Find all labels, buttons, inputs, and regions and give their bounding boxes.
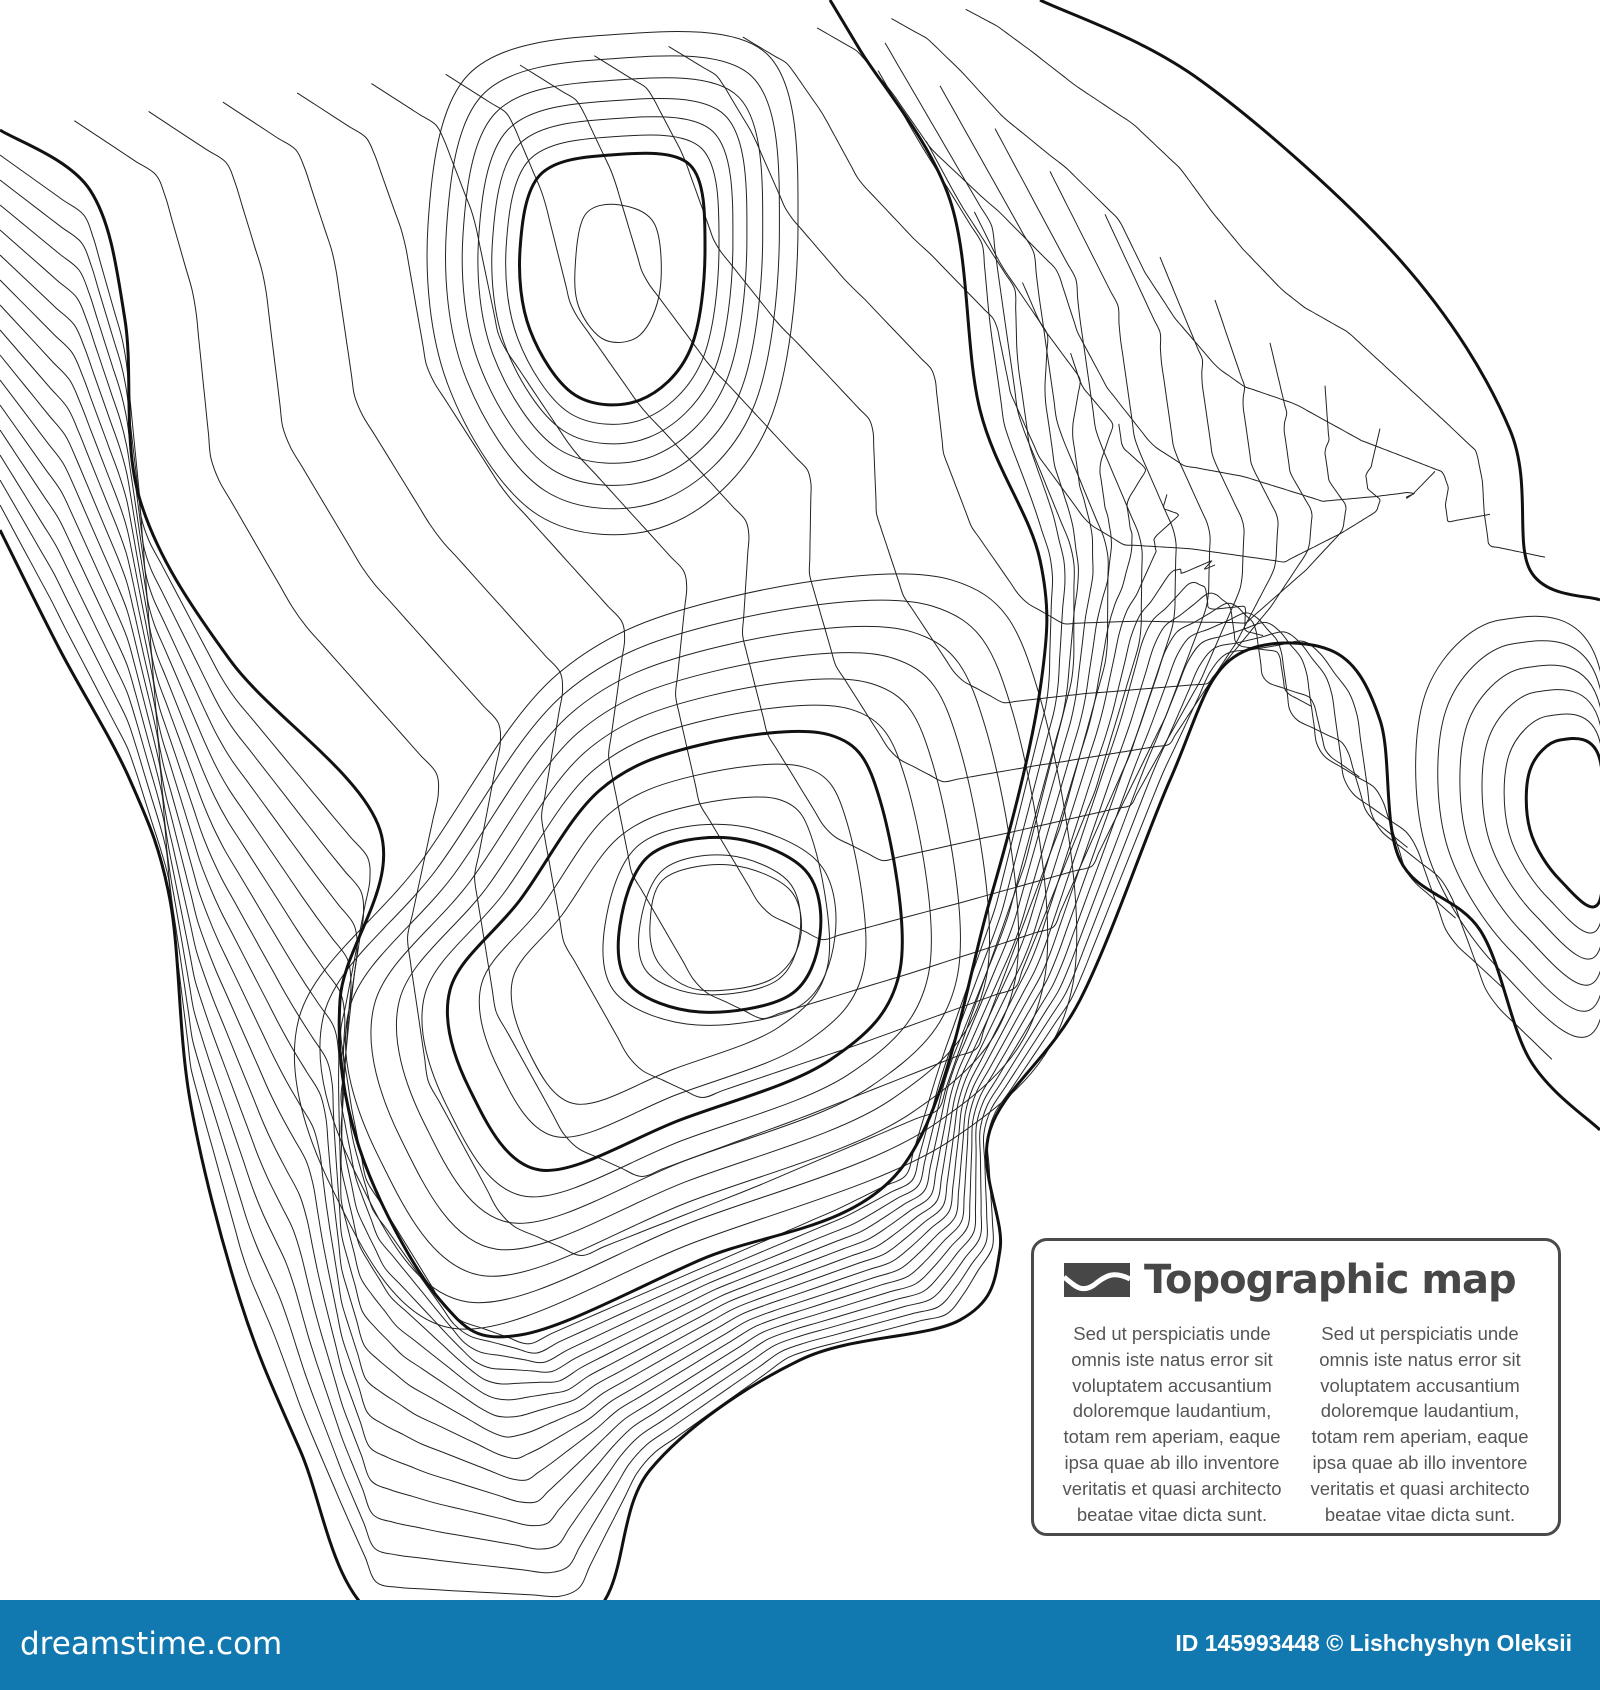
thin-contour-line	[1438, 641, 1600, 1012]
text-line: veritatis et quasi architecto	[1062, 1477, 1282, 1499]
text-line: Sed ut perspiciatis unde	[1073, 1323, 1271, 1344]
thin-contour-line	[891, 19, 1490, 522]
text-line: totam rem aperiam, eaque	[1063, 1426, 1281, 1448]
thin-contour-line	[479, 764, 866, 1137]
text-line: omnis iste natus error sit	[1071, 1348, 1273, 1370]
legend-title: Topographic map	[1144, 1257, 1516, 1303]
thin-contour-line	[575, 204, 662, 342]
thin-contour-line	[1504, 714, 1600, 933]
index-contour-line	[1040, 0, 1600, 600]
thin-contour-line	[520, 65, 1278, 782]
text-line: doloremque laudantium,	[1320, 1400, 1520, 1422]
thin-contour-line	[594, 56, 1312, 703]
legend-text-column-2	[1296, 1321, 1544, 1527]
text-line: voluptatem accusantium	[1320, 1374, 1520, 1396]
thin-contour-line	[294, 574, 1076, 1329]
thin-contour-line	[74, 43, 1074, 1256]
text-line: omnis iste natus error sit	[1319, 1348, 1521, 1370]
image-credit: ID 145993448 © Lishchyshyn Oleksii	[1175, 1630, 1572, 1656]
dreamstime-logo[interactable]: dreamstime.com	[20, 1626, 283, 1662]
thin-contour-line	[650, 865, 802, 991]
thin-contour-line	[1482, 690, 1600, 960]
thin-contour-line	[478, 98, 747, 463]
legend-text-column-1	[1048, 1321, 1296, 1527]
text-line: totam rem aperiam, eaque	[1311, 1426, 1529, 1448]
terrain-wave-icon	[1064, 1263, 1130, 1297]
text-line: Sed ut perspiciatis unde	[1321, 1323, 1519, 1344]
thin-contour-line	[492, 117, 733, 444]
text-line: doloremque laudantium,	[1072, 1400, 1272, 1422]
thin-contour-line	[638, 855, 800, 995]
text-line: beatae vitae dicta sunt.	[1324, 1503, 1516, 1525]
index-contour-line	[1526, 738, 1600, 906]
text-line: ipsa quae ab illo inventore	[1312, 1451, 1528, 1473]
text-line: veritatis et quasi architecto	[1310, 1477, 1530, 1499]
thin-contour-line	[371, 653, 990, 1250]
thin-contour-line	[427, 31, 798, 534]
stock-footer-bar	[0, 1600, 1600, 1690]
map-legend-box	[1031, 1238, 1561, 1536]
thin-contour-line	[371, 84, 1210, 940]
text-line: voluptatem accusantium	[1072, 1374, 1272, 1396]
text-line: ipsa quae ab illo inventore	[1064, 1451, 1280, 1473]
thin-contour-line	[446, 56, 780, 509]
text-line: beatae vitae dicta sunt.	[1076, 1503, 1268, 1525]
thin-contour-line	[743, 37, 1380, 562]
